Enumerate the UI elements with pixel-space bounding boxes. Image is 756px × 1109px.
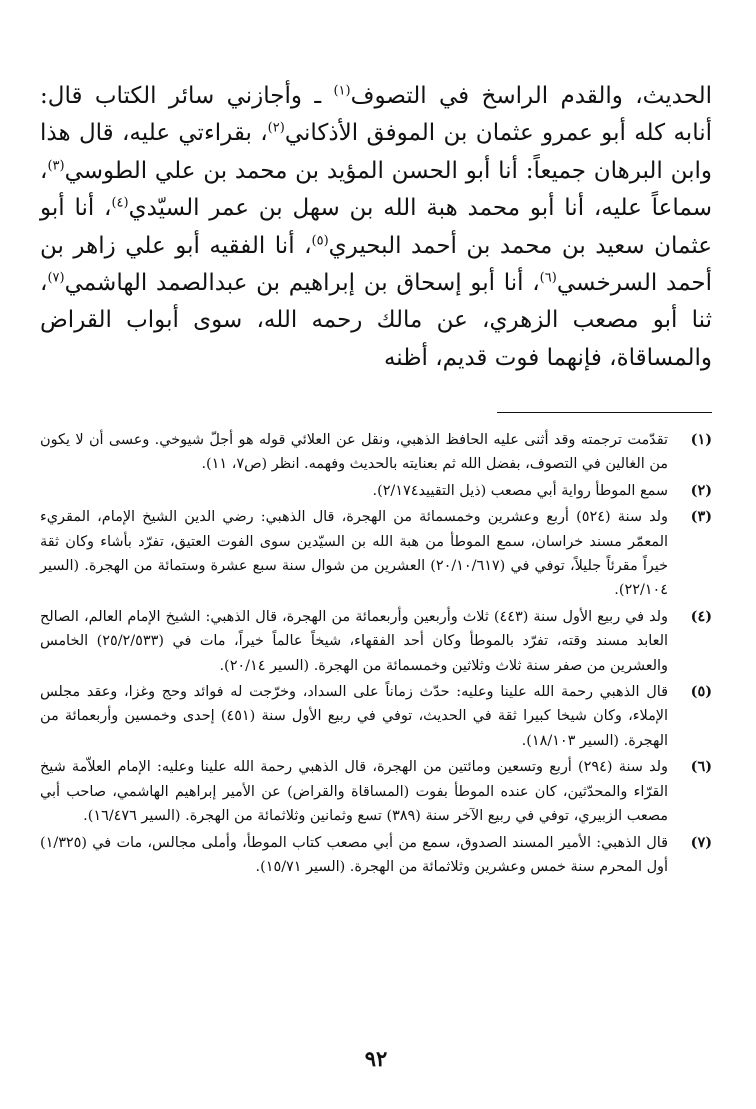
footnote-text: ولد سنة (٥٢٤) أربع وعشرين وخمسمائة من الهجرة، قال الذهبي: رضي الدين الشيخ الإمام، المقريء المعمّر مسند خراسان، سمع الموطأ من هبة الله بن السيّدين سوى الفوت العتيق، تفرّد بأشاء وكان ثقة خيراً مقرئاً جليلاً، توفي في (٢٠/١٠/٦١٧) العشرين من شوال سنة سبع عشرة وستمائة من الهجرة. (السير ٢٢/١٠٤). [40, 509, 668, 599]
main-text-part-8: ، ثنا أبو مصعب الزهري، عن مالك رحمه الله، سوى أبواب القراض والمساقاة، فإنهما فوت قديم، أظنه [40, 270, 712, 371]
footnote-separator [497, 412, 712, 413]
main-paragraph [40, 78, 712, 377]
main-text [40, 78, 712, 377]
footnote-3 [40, 505, 712, 603]
main-text-part-7: ، أنا أبو إسحاق بن إبراهيم بن عبدالصمد الهاشمي [64, 270, 540, 297]
footnote-number: (٤) [690, 607, 712, 625]
page-number: ٩٢ [364, 1046, 388, 1071]
main-text-part-6: ، أنا الفقيه أبو علي زاهر بن أحمد السرخسي [40, 232, 712, 297]
footnote-text: قال الذهبي رحمة الله علينا وعليه: حدّث زماناً على السداد، وخرّجت له فوائد وحج وغزا، وعقد مجلس الإملاء، وكان شيخا كبيرا ثقة في الحديث، توفي في ربيع الأول سنة (٤٥١) إحدى وخمسين وأربعمائة من الهجرة. (السير ١٨/١٠٣). [40, 684, 668, 749]
footnote-text: سمع الموطأ رواية أبي مصعب (ذيل التقييد٢/١٧٤). [372, 482, 668, 499]
main-text-part-1: الحديث، والقدم الراسخ في التصوف [350, 83, 712, 109]
footnote-number: (٣) [690, 508, 712, 526]
footnote-ref-7: (٧) [47, 270, 65, 286]
footnote-text: تقدّمت ترجمته وقد أثنى عليه الحافظ الذهبي، ونقل عن العلائي قوله هو أجلّ شيوخي. وعسى أن لا يكون من الغالين في التصوف، بفضل الله ثم بعنايته بالحديث وفهمه. انظر (ص٧، ١١). [40, 432, 668, 473]
footnote-number: (٧) [690, 833, 712, 851]
main-text-part-3: ، بقراءتي عليه، قال هذا وابن البرهان جميعاً: أنا أبو الحسن المؤيد بن محمد بن علي الطوسي [40, 120, 712, 184]
footnotes [40, 428, 712, 881]
footnote-number: (٢) [690, 481, 712, 499]
footnote-ref-4: (٤) [111, 195, 129, 211]
footnote-7 [40, 831, 712, 880]
footnote-number: (٥) [690, 683, 712, 701]
footnote-ref-3: (٣) [47, 158, 65, 174]
footnote-4 [40, 605, 712, 678]
footnote-ref-1: (١) [333, 83, 351, 99]
main-text-part-2: ـ وأجازني سائر الكتاب قال: أنابه كله أبو عمرو عثمان بن الموفق الأذكاني [40, 83, 712, 147]
footnote-2 [40, 479, 712, 503]
footnote-text: قال الذهبي: الأمير المسند الصدوق، سمع من أبي مصعب كتاب الموطأ، وأملى مجالس، مات في (١/٣٢٥) أول المحرم سنة خمس وعشرين وثلاثمائة من الهجرة. (السير ١٥/٧١). [40, 834, 668, 875]
main-text-part-5: ، أنا أبو عثمان سعيد بن محمد بن أحمد البحيري [40, 195, 712, 259]
main-text-part-4: ، سماعاً عليه، أنا أبو محمد هبة الله بن سهل بن عمر السيّدي [40, 157, 712, 222]
footnote-text: ولد سنة (٢٩٤) أربع وتسعين ومائتين من الهجرة، قال الذهبي رحمة الله علينا وعليه: الإمام العلاّمة شيخ القرّاء والمحدّثين، كان عنده الموطأ بفوت (المساقاة والقراض) عن الأمير إبراهيم الهاشمي، صاحب أبي مصعب الزبيري، توفي في ربيع الآخر سنة (٣٨٩) تسع وثمانين وثلاثمائة من الهجرة. (السير ١٦/٤٧٦). [40, 759, 668, 825]
book-page [40, 78, 712, 1088]
footnote-6 [40, 755, 712, 828]
footnote-text: ولد في ربيع الأول سنة (٤٤٣) ثلاث وأربعين وأربعمائة من الهجرة، قال الذهبي: الشيخ الإمام العالم، الصالح العابد مسند وقته، تفرّد بالموطأ وكان أحد الفقهاء، شيخاً عالماً خيراً، مات في (٢٥/٢/٥٣٣) الخامس والعشرين من صفر سنة ثلاث وثلاثين وخمسمائة من الهجرة. (السير ٢٠/١٤). [40, 608, 668, 674]
footnote-number: (٦) [690, 758, 712, 776]
footnote-1 [40, 428, 712, 477]
footnote-number: (١) [690, 431, 712, 448]
footnote-5 [40, 680, 712, 753]
footnote-ref-2: (٢) [267, 120, 285, 136]
footnote-ref-6: (٦) [539, 270, 557, 286]
footnote-ref-5: (٥) [311, 232, 329, 248]
